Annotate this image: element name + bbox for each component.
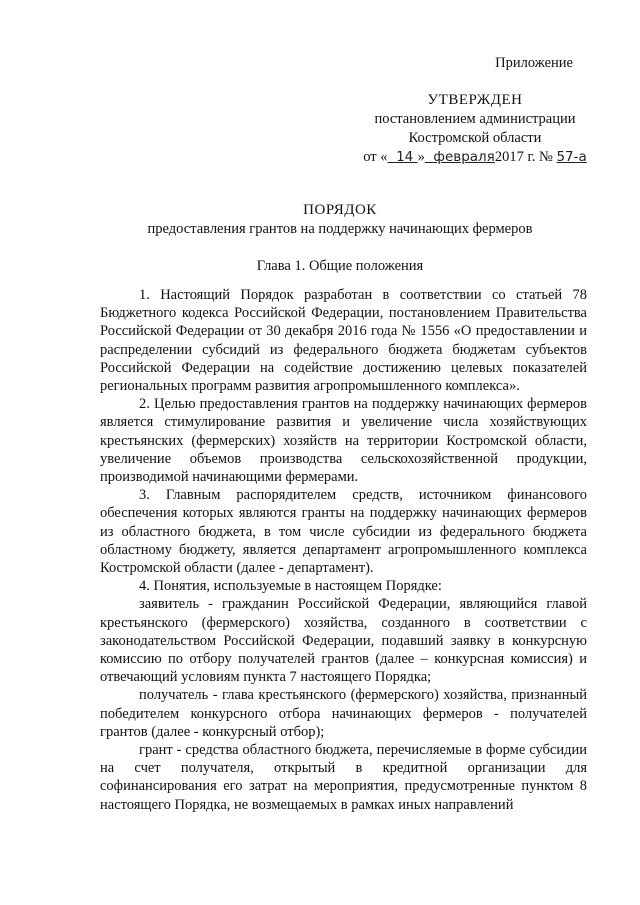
chapter-heading: Глава 1. Общие положения — [256, 258, 424, 274]
document-body — [100, 286, 587, 814]
paragraph-2: 2. Целью предоставления грантов на поддержку начинающих фермеров является стимулирование развития и увеличение числа хозяйствующих крестьянских (фермерских) хозяйств на территории Костромской области, увеличение объемов производства сельскохозяйственной продукции, производимой начинающими фермерами. — [100, 396, 587, 486]
paragraph-3: 3. Главным распорядителем средств, источником финансового обеспечения которых являются гранты на поддержку начинающих фермеров из областного бюджета, в том числе субсидии из федерального бюджета областному бюджету, является департамент агропромышленного комплекса Костромской области (далее - департамент). — [100, 487, 587, 577]
paragraph-4: 4. Понятия, используемые в настоящем Порядке: — [139, 578, 442, 595]
document-subtitle: предоставления грантов на поддержку начинающих фермеров — [147, 221, 533, 237]
definition-recipient: получатель - глава крестьянского (фермерского) хозяйства, признанный победителем конкурсного отбора начинающих фермеров - получателей грантов (далее - конкурсный отбор); — [100, 687, 587, 740]
approval-block — [345, 54, 605, 167]
date-year-suffix: 2017 г. № — [494, 149, 553, 165]
approved-by-line-2: Костромской области — [408, 130, 542, 146]
approval-number: 57-а — [556, 149, 587, 165]
approval-month: февраля — [433, 149, 495, 165]
definition-grant: грант - средства областного бюджета, перечисляемые в форме субсидии на счет получателя, открытый в кредитной организации для софинансирования его затрат на мероприятия, предусмотренные пунктом 8 настоящего Порядка, не возмещаемых в рамках иных направлений — [100, 742, 587, 813]
date-prefix: от « — [363, 149, 388, 165]
approved-title: УТВЕРЖДЕН — [427, 92, 523, 108]
annex-label: Приложение — [495, 55, 573, 71]
definition-applicant: заявитель - гражданин Российской Федерации, являющийся главой крестьянского (фермерского) хозяйства, созданного в соответствии с законодательством Российской Федерации, подавший заявку в конкурсную комиссию по отбору получателей грантов (далее – конкурсная комиссия) и отвечающий условиям пункта 7 настоящего Порядка; — [100, 596, 587, 686]
approval-date-line — [345, 148, 605, 167]
date-day-close: » — [417, 149, 425, 165]
document-title: ПОРЯДОК — [303, 202, 377, 218]
approved-by-line-1: постановлением администрации — [374, 111, 576, 127]
paragraph-1: 1. Настоящий Порядок разработан в соответствии со статьей 78 Бюджетного кодекса Российской Федерации, постановлением Правительства Российской Федерации от 30 декабря 2016 года № 1556 «О предоставлении и распределении субсидий из федерального бюджета бюджетам субъектов Российской Федерации на содействие достижению целевых показателей региональных программ развития агропромышленного комплекса». — [100, 287, 587, 395]
approval-day: 14 — [396, 149, 414, 165]
